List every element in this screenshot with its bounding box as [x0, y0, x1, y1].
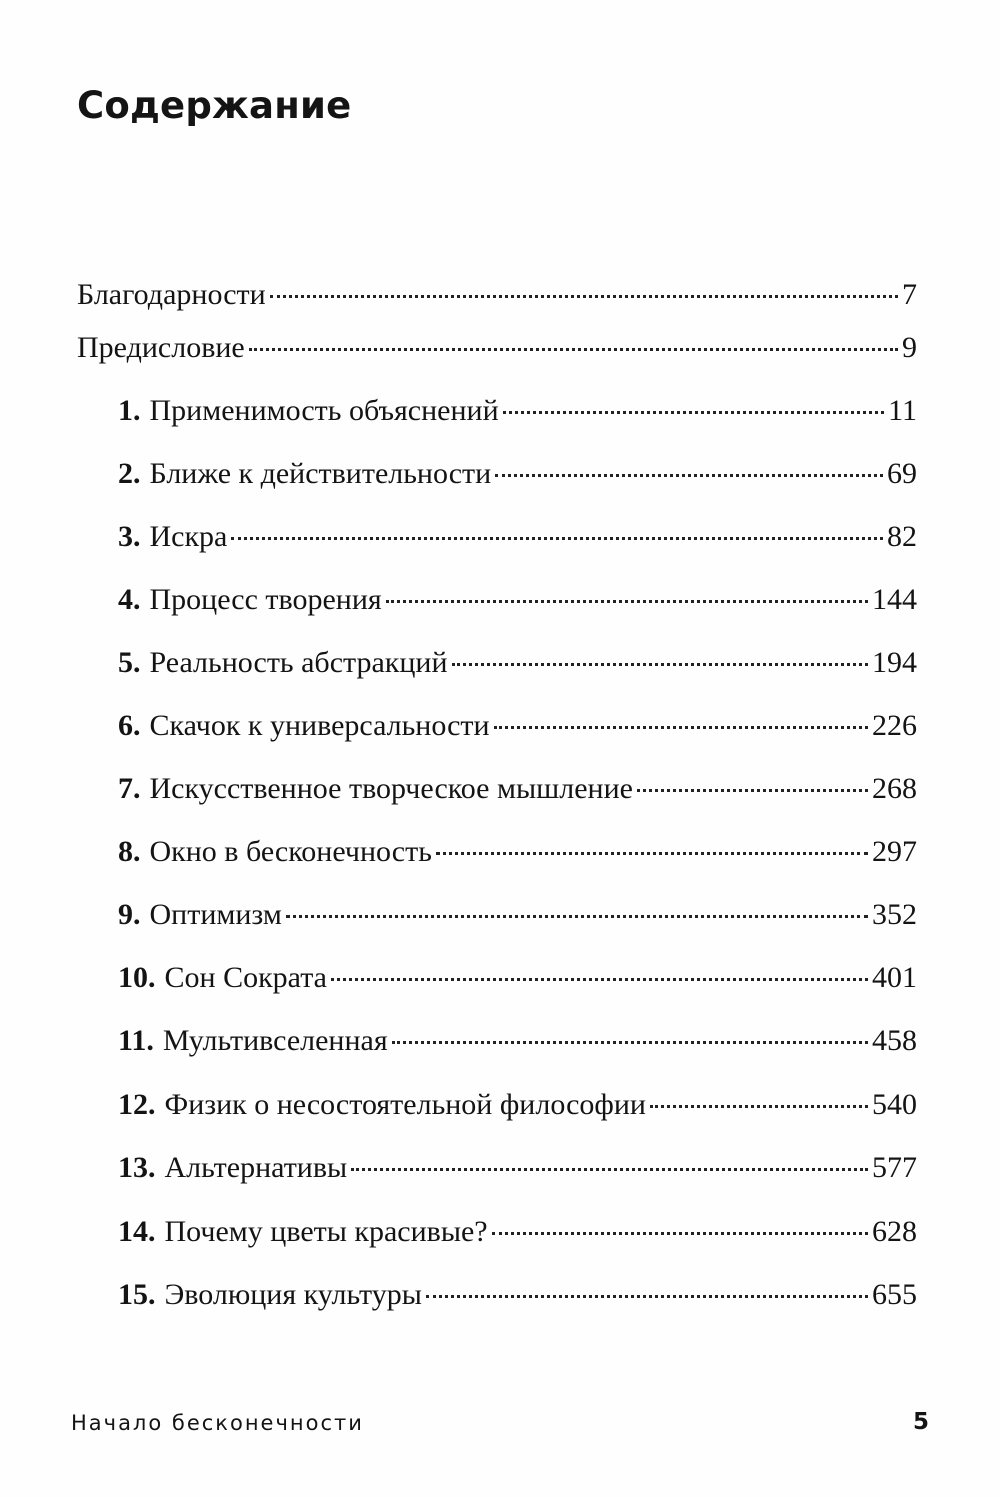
- dot-leader: [331, 978, 868, 981]
- chapter-title: Процесс творения: [149, 583, 382, 616]
- toc-entry[interactable]: [77, 323, 917, 373]
- chapter-title: Альтернативы: [164, 1151, 348, 1184]
- dot-leader: [286, 915, 868, 918]
- chapter-number: 2.: [118, 457, 141, 490]
- dot-leader: [650, 1105, 868, 1108]
- chapter-number: 9.: [118, 898, 141, 931]
- chapter-number: 15.: [118, 1278, 156, 1311]
- chapter-number: 4.: [118, 583, 141, 616]
- chapter-page: 401: [872, 961, 917, 994]
- chapter-page: 69: [887, 457, 917, 490]
- chapter-title: Почему цветы красивые?: [164, 1215, 488, 1248]
- toc-entry-title: Предисловие: [77, 331, 245, 364]
- dot-leader: [637, 789, 868, 792]
- chapter-page: 82: [887, 520, 917, 553]
- chapter-number: 3.: [118, 520, 141, 553]
- toc-chapter-entry[interactable]: [118, 827, 917, 877]
- chapter-number: 13.: [118, 1151, 156, 1184]
- chapter-page: 628: [872, 1215, 917, 1248]
- page-title: Содержание: [77, 84, 352, 127]
- chapter-number: 11.: [118, 1024, 154, 1057]
- chapter-title: Физик о несостоятельной философии: [164, 1088, 646, 1121]
- chapter-title: Искусственное творческое мышление: [149, 772, 633, 805]
- dot-leader: [426, 1295, 868, 1298]
- chapter-title: Применимость объяснений: [149, 394, 499, 427]
- toc-chapter-entry[interactable]: [118, 1270, 917, 1320]
- chapter-title: Эволюция культуры: [164, 1278, 422, 1311]
- chapter-number: 8.: [118, 835, 141, 868]
- toc-entry[interactable]: [77, 270, 917, 320]
- dot-leader: [270, 295, 898, 298]
- chapter-title: Окно в бесконечность: [149, 835, 432, 868]
- toc-chapter-entry[interactable]: [118, 953, 917, 1003]
- toc-chapter-entry[interactable]: [118, 890, 917, 940]
- toc-chapter-entry[interactable]: [118, 386, 917, 436]
- toc-chapter-entry[interactable]: [118, 449, 917, 499]
- chapter-page: 268: [872, 772, 917, 805]
- chapter-page: 577: [872, 1151, 917, 1184]
- dot-leader: [503, 411, 884, 414]
- dot-leader: [494, 726, 868, 729]
- chapter-page: 540: [872, 1088, 917, 1121]
- dot-leader: [492, 1232, 868, 1235]
- chapter-title: Мультивселенная: [162, 1024, 388, 1057]
- chapter-title: Оптимизм: [149, 898, 282, 931]
- dot-leader: [386, 600, 868, 603]
- running-footer-book-title: Начало бесконечности: [71, 1411, 364, 1435]
- chapter-page: 194: [872, 646, 917, 679]
- toc-entry-page: 9: [902, 331, 917, 364]
- dot-leader: [351, 1168, 868, 1171]
- dot-leader: [452, 663, 868, 666]
- dot-leader: [231, 537, 883, 540]
- dot-leader: [392, 1041, 868, 1044]
- page-number: 5: [912, 1409, 929, 1435]
- chapter-page: 144: [872, 583, 917, 616]
- toc-chapter-entry[interactable]: [118, 1016, 917, 1066]
- chapter-number: 5.: [118, 646, 141, 679]
- chapter-number: 14.: [118, 1215, 156, 1248]
- dot-leader: [495, 474, 883, 477]
- chapter-page: 226: [872, 709, 917, 742]
- toc-entry-title: Благодарности: [77, 278, 266, 311]
- chapter-page: 297: [872, 835, 917, 868]
- chapter-page: 11: [888, 394, 917, 427]
- chapter-page: 352: [872, 898, 917, 931]
- toc-entry-page: 7: [902, 278, 917, 311]
- toc-chapter-entry[interactable]: [118, 1207, 917, 1257]
- toc-chapter-entry[interactable]: [118, 701, 917, 751]
- chapter-number: 1.: [118, 394, 141, 427]
- chapter-number: 7.: [118, 772, 141, 805]
- chapter-title: Реальность абстракций: [149, 646, 448, 679]
- chapter-title: Искра: [149, 520, 228, 553]
- chapter-title: Ближе к действительности: [149, 457, 492, 490]
- toc-chapter-entry[interactable]: [118, 764, 917, 814]
- chapter-number: 12.: [118, 1088, 156, 1121]
- toc-chapter-entry[interactable]: [118, 575, 917, 625]
- chapter-number: 10.: [118, 961, 156, 994]
- toc-chapter-entry[interactable]: [118, 1143, 917, 1193]
- chapter-title: Скачок к универсальности: [149, 709, 490, 742]
- chapter-page: 655: [872, 1278, 917, 1311]
- toc-chapter-entry[interactable]: [118, 638, 917, 688]
- dot-leader: [249, 348, 898, 351]
- toc-chapter-entry[interactable]: [118, 512, 917, 562]
- chapter-title: Сон Сократа: [164, 961, 327, 994]
- dot-leader: [436, 852, 868, 855]
- chapter-page: 458: [872, 1024, 917, 1057]
- chapter-number: 6.: [118, 709, 141, 742]
- toc-chapter-entry[interactable]: [118, 1080, 917, 1130]
